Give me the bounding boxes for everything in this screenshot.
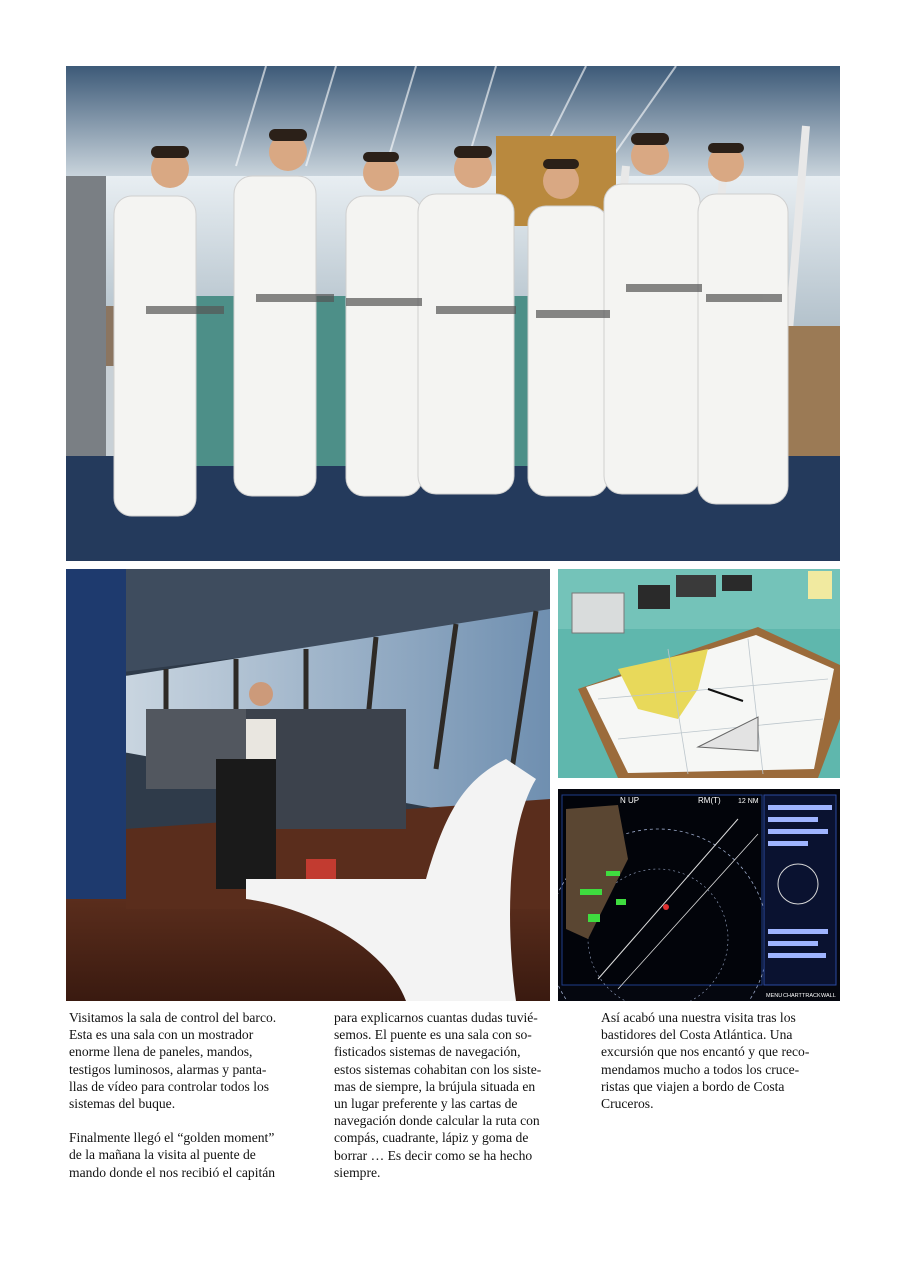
text-line: mas de siempre, la brújula situada en: [334, 1078, 536, 1094]
officers-group-photo: [66, 66, 840, 561]
text-line: ristas que viajen a bordo de Costa: [601, 1078, 785, 1094]
text-line: Así acabó una nuestra visita tras los: [601, 1010, 796, 1025]
text-column-1: [69, 1009, 314, 1181]
paragraph: [334, 1009, 572, 1181]
text-line: bastidores del Costa Atlántica. Una: [601, 1027, 793, 1043]
text-line: semos. El puente es una sala con so-: [334, 1027, 532, 1043]
text-line: navegación donde calcular la ruta con: [334, 1113, 540, 1129]
radar-display-photo: [558, 789, 840, 1001]
text-line: sistemas del buque.: [69, 1096, 176, 1112]
paragraph: [69, 1009, 314, 1112]
text-line: estos sistemas cohabitan con los siste-: [334, 1061, 542, 1077]
text-line: Visitamos la sala de control del barco.: [69, 1010, 277, 1025]
paragraph: [69, 1129, 314, 1181]
navigation-chart-table-photo: [558, 569, 840, 778]
paragraph: [601, 1009, 839, 1112]
radar-mode-label: N UP: [620, 796, 640, 805]
radar-range-label: 12 NM: [738, 798, 759, 805]
text-line: siempre.: [334, 1164, 381, 1180]
text-line: borrar … Es decir como se ha hecho: [334, 1147, 533, 1163]
text-line: un lugar preferente y las cartas de: [334, 1096, 518, 1112]
radar-menu-item: WALL: [821, 993, 836, 999]
text-line: Esta es una sala con un mostrador: [69, 1027, 254, 1043]
radar-menu-item: MENU: [766, 993, 783, 999]
text-line: testigos luminosos, alarmas y panta-: [69, 1061, 267, 1077]
text-line: enorme llena de paneles, mandos,: [69, 1044, 253, 1060]
text-line: llas de vídeo para controlar todos los: [69, 1078, 270, 1094]
text-line: de la mañana la visita al puente de: [69, 1147, 256, 1163]
bridge-control-room-photo: [66, 569, 550, 1001]
radar-menu-item: CHART: [783, 993, 802, 999]
text-line: fisticados sistemas de navegación,: [334, 1044, 521, 1060]
text-line: mando donde el nos recibió el capitán: [69, 1164, 276, 1180]
text-column-2: [334, 1009, 572, 1181]
text-line: Cruceros.: [601, 1096, 654, 1112]
text-column-3: [601, 1009, 839, 1112]
radar-menu-item: TRACK: [802, 993, 821, 999]
radar-bearing-label: RM(T): [698, 796, 721, 805]
text-line: Finalmente llegó el “golden moment”: [69, 1130, 275, 1146]
text-line: excursión que nos encantó y que reco-: [601, 1044, 810, 1060]
text-line: compás, cuadrante, lápiz y goma de: [334, 1130, 529, 1146]
text-line: para explicarnos cuantas dudas tuvié-: [334, 1010, 538, 1025]
text-line: mendamos mucho a todos los cruce-: [601, 1061, 800, 1077]
